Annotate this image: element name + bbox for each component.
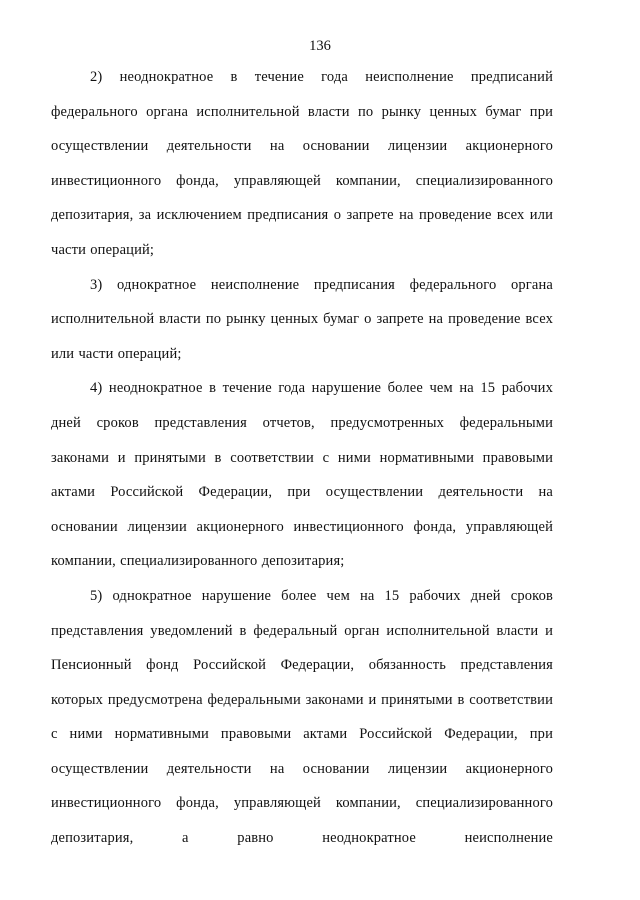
document-body (51, 60, 553, 856)
paragraph-item-3: 3) однократное неисполнение предписания федерального органа исполнительной власти по рынку ценных бумаг о запрете на проведение всех или части операций; (51, 276, 553, 362)
paragraph-item-4: 4) неоднократное в течение года нарушение более чем на 15 рабочих дней сроков представления отчетов, предусмотренных федеральными законами и принятыми в соответствии с ними нормативными правовыми актами Российской Федерации, при осуществлении деятельности на основании лицензии акционерного инвестиционного фонда, управляющей компании, специализированного депозитария; (51, 380, 553, 570)
page-number: 136 (309, 38, 331, 54)
paragraph-item-5: 5) однократное нарушение более чем на 15 рабочих дней сроков представления уведомлений в федеральный орган исполнительной власти и Пенсионный фонд Российской Федерации, обязанность представления которых предусмотрена федеральными законами и принятыми в соответствии с ними нормативными правовыми актами Российской Федерации, при осуществлении деятельности на основании лицензии акционерного инвестиционного фонда, управляющей компании, специализированного депозитария, а равно неоднократное неисполнение (51, 587, 553, 847)
paragraph-item-2: 2) неоднократное в течение года неисполнение предписаний федерального органа исполнительной власти по рынку ценных бумаг при осуществлении деятельности на основании лицензии акционерного инвестиционного фонда, управляющей компании, специализированного депозитария, за исключением предписания о запрете на проведение всех или части операций; (51, 69, 553, 258)
